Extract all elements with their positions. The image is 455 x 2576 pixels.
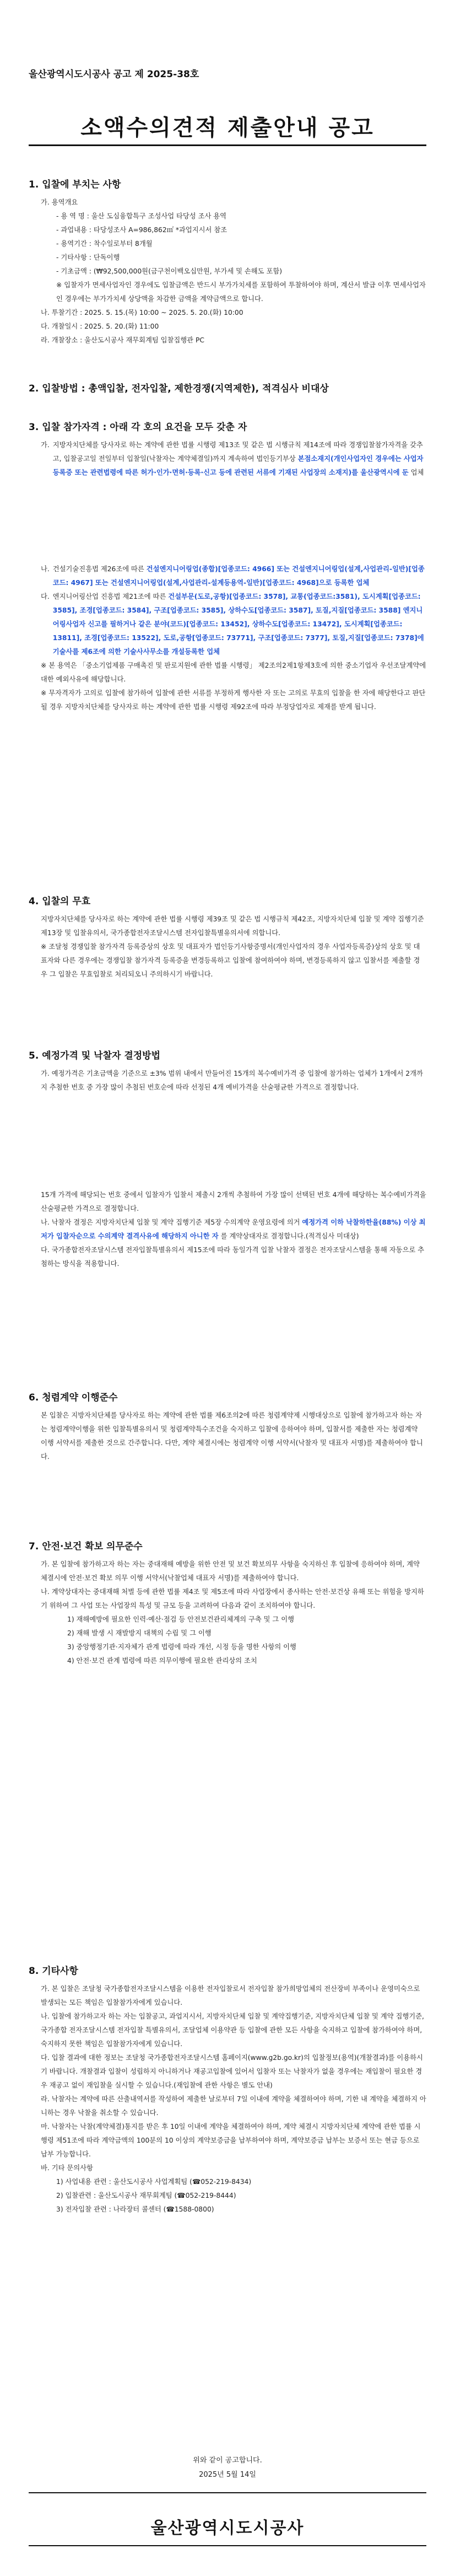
bottom-divider: [29, 2545, 426, 2546]
section-other: [29, 1963, 426, 2217]
service-row: - 기초금액 : (₩92,500,000원(금구천이백오십만원, 부가세 및 손해도 포함): [56, 267, 283, 275]
safety-list-item: 4) 안전·보건 관계 법령에 따른 의무이행에 필요한 관리상의 조치: [67, 1657, 257, 1665]
tie-break-rule: 다. 국가종합전자조달시스템 전자입찰특별유의서 제15조에 따라 동일가격 입찰 낙찰자 결정은 전자조달시스템을 통해 자동으로 추첨하는 방식을 적용합니다.: [41, 1246, 425, 1268]
closing-statement: 위와 같이 공고합니다.: [193, 2456, 262, 2465]
contact-row: 2) 입찰관련 : 울산도시공사 재무회계팀 (☎052-219-8444): [56, 2192, 236, 2199]
title-divider: [29, 144, 426, 146]
bid-period: 나. 투찰기간 : 2025. 5. 15.(목) 10:00 ~ 2025. 5. 20.(화) 10:00: [41, 309, 243, 316]
section-heading: 7. 안전·보건 확보 의무준수: [29, 1541, 143, 1552]
service-row: - 기타사항 : 단독이행: [56, 254, 120, 261]
safety-list-item: 1) 재해예방에 필요한 인력·예산·점검 등 안전보건관리체계의 구축 및 그 이행: [67, 1616, 294, 1623]
engineering-requirement: 건설부문(도로,공항)[업종코드: 3578], 교통(업종코드:3581), 도시계획[업종코드: 3585], 조경[업종코드: 3584], 구조[업종코드: 3585], 상하수도[업종코드: 3587], 토질,지질[업종코드: 3588] 엔지니어링사업자 신고를 필하거나 같은 분야(코드)[업종코드: 13452], 상하수도[업종코드: 13472], 도시계획[업종코드: 13811], 조경[업종코드: 13522], 도로,공항[업종코드: 73771], 구조[업종코드: 7377], 토질,지질[업종코드: 7378]에 기술사를 제6조에 의한 기술사사무소를 개설등록한 업체: [52, 593, 424, 656]
qualification-item: 가. 지방자치단체를 당사자로 하는 계약에 관한 법률 시행령 제13조 및 같은 법 시행규칙 제14조에 따라 경쟁입찰참가자격을 갖추고, 입찰공고일 전일부터 입찰일(낙찰자는 계약체결일)까지 계속하여 법인등기부상 본점소재지(개인사업자인 경우에는 사업자등록증 또는 관련법령에 따른 허가·인가·면허·등록·신고 등에 관련된 서류에 기재된 사업장의 소재지)를 울산광역시에 둔 업체: [41, 441, 424, 476]
section-heading: 1. 입찰에 부치는 사항: [29, 179, 121, 190]
section-bidding-method: [29, 380, 426, 400]
sme-note: ※ 본 용역은 「중소기업제품 구매촉진 및 판로지원에 관한 법률 시행령」 제2조의2제1항제3호에 의한 중소기업자 우선조달계약에 대한 예외사유에 해당합니다.: [41, 662, 426, 683]
other-item: 다. 입찰 결과에 대한 정보는 조달청 국가종합전자조달시스템 홈페이지(www.g2b.go.kr)의 입찰정보(용역)(개찰결과)를 이용하시기 바랍니다. 개찰결과 입찰이 성립하지 아니하거나 재공고입찰에 있어서 입찰자 또는 낙찰자가 없을 경우에는 재입찰이 필요한 경우 재공고 없이 재입찰을 실시할 수 있습니다.(재입찰에 관한 사항은 별도 안내): [41, 2054, 423, 2089]
service-row: - 용 역 명 : 울산 도심융합특구 조성사업 타당성 조사 용역: [56, 212, 227, 220]
other-item: 나. 입찰에 참가하고자 하는 자는 입찰공고, 과업지시서, 지방자치단체 입찰 및 계약집행기준, 지방자치단체 입찰 및 계약 집행기준, 국가종합 전자조달시스템 전자입찰 특별유의서, 조달업체 이용약관 등 입찰에 관한 모든 사항을 숙지하고 입찰에 참가하여야 하며, 숙지하지 못한 책임은 입찰참가자에게 있습니다.: [41, 2012, 424, 2048]
region-requirement: 본점소재지(개인사업자인 경우에는 사업자등록증 또는 관련법령에 따른 허가·인가·면허·등록·신고 등에 관련된 서류에 기재된 사업장의 소재지)를 울산광역시에 둔: [52, 455, 424, 476]
other-item: 가. 본 입찰은 조달청 국가종합전자조달시스템을 이용한 전자입찰로서 전자입찰 참가희망업체의 전산장비 부족이나 운영미숙으로 발생되는 모든 책임은 입찰참가자에게 있습니다.: [41, 1985, 420, 2006]
section-safety-health: [29, 1538, 426, 1668]
section-bidding-items: [29, 176, 426, 347]
safety-list-item: 3) 중앙행정기관·지자체가 관계 법령에 따라 개선, 시정 등을 명한 사항의 이행: [67, 1643, 296, 1651]
closing-block: [0, 2454, 455, 2482]
safety-obligation: 나. 계약상대자는 중대재해 처벌 등에 관한 법률 제4조 및 제5조에 따라 사업장에서 종사하는 안전·보건상 유해 또는 위험을 방지하기 위하여 그 사업 또는 사업장의 특성 및 규모 등을 고려하여 다음과 같이 조치하여야 합니다.: [41, 1588, 424, 1609]
qualification-item: 다. 엔지니어링산업 진흥법 제21조에 따른 건설부문(도로,공항)[업종코드: 3578], 교통(업종코드:3581), 도시계획[업종코드: 3585], 조경[업종코드: 3584], 구조[업종코드: 3585], 상하수도[업종코드: 3587], 토질,지질[업종코드: 3588] 엔지니어링사업자 신고를 필하거나 같은 분야(코드)[업종코드: 13452], 상하수도[업종코드: 13472], 도시계획[업종코드: 13811], 조경[업종코드: 13522], 도로,공항[업종코드: 73771], 구조[업종코드: 7377], 토질,지질[업종코드: 7378]에 기술사를 제6조에 의한 기술사사무소를 개설등록한 업체: [41, 593, 424, 656]
license-requirement: 건설엔지니어링업(종합)[업종코드: 4966] 또는 건설엔지니어링업(설계,사업관리-일반)[업종코드: 4967] 또는 건설엔지니어링업(설계,사업관리-설계등용역-일반)[업종코드: 4968]으로 등록한 업체: [52, 565, 425, 587]
unqualified-note: ※ 무자격자가 고의로 입찰에 참가하여 입찰에 관한 서류를 부정하게 행사한 자 또는 고의로 무효의 입찰을 한 자에 해당한다고 판단될 경우 지방자치단체를 당사자로 하는 계약에 관한 법률 시행령 제92조에 따라 부정당업자로 제재를 받게 됩니다.: [41, 689, 426, 711]
contact-row: 1) 사업내용 관련 : 울산도시공사 사업계획팀 (☎052-219-8434): [56, 2178, 252, 2186]
estimated-price-text: 가. 예정가격은 기초금액을 기준으로 ±3% 범위 내에서 만들어진 15개의 복수예비가격 중 입찰에 참가하는 업체가 1개에서 2개까지 추첨한 번호 중 가장 많이 추첨된 번호순에 따라 선정된 4개 예비가격을 산술평균한 가격으로 결정합니다.: [41, 1070, 423, 1091]
estimated-price-continued: 15개 가격에 해당되는 번호 중에서 입찰자가 입찰서 제출시 2개씩 추첨하여 가장 많이 선택된 번호 4개에 해당하는 복수예비가격을 산술평균한 가격으로 결정합니다.: [41, 1191, 426, 1212]
service-row: - 과업내용 : 타당성조사 A=986,862㎡ *과업지시서 참조: [56, 226, 228, 234]
section-heading: 6. 청렴계약 이행준수: [29, 1392, 118, 1403]
service-row: - 용역기간 : 착수일로부터 8개월: [56, 240, 153, 248]
section-heading: 2. 입찰방법 : 총액입찰, 전자입찰, 제한경쟁(지역제한), 적격심사 비대상: [29, 383, 329, 394]
other-item: 마. 낙찰자는 낙찰(계약체결)통지를 받은 후 10일 이내에 계약을 체결하여야 하며, 계약 체결시 지방자치단체 계약에 관한 법률 시행령 제51조에 따라 계약금액의 100분의 10 이상의 계약보증금을 납부하여야 하며, 계약보증금 납부는 보증서 또는 현금 등으로 납부 가능합니다.: [41, 2123, 421, 2158]
integrity-text: 본 입찰은 지방자치단체를 당사자로 하는 계약에 관한 법률 제6조의2에 따른 청렴계약제 시행대상으로 입찰에 참가하고자 하는 자는 청렴계약이행을 위한 입찰특별유의서 및 청렴계약특수조건을 숙지하고 입찰에 응하여야 하며, 입찰서를 제출한 자는 청렴계약 이행 서약서를 제출한 것으로 간주합니다. 다만, 계약 체결시에는 청렴계약 이행 서약서(낙찰자 및 대표자 서명)를 제출하여야 합니다.: [41, 1412, 423, 1461]
contact-row: 3) 전자입찰 관련 : 나라장터 콜센터 (☎1588-0800): [56, 2205, 214, 2213]
service-overview-label: 가. 용역개요: [41, 198, 78, 206]
notice-date: 2025년 5월 14일: [199, 2471, 256, 2479]
footer-divider: [29, 2492, 426, 2493]
invalid-bid-text: 지방자치단체를 당사자로 하는 계약에 관한 법률 시행령 제39조 및 같은 법 시행규칙 제42조, 지방자치단체 입찰 및 계약 집행기준 제13장 및 입찰유의서, 국가종합전자조달시스템 전자입찰특별유의서에 의합니다.: [41, 915, 424, 937]
section-invalid-bid: [29, 893, 426, 981]
contact-label: 바. 기타 문의사항: [41, 2164, 93, 2172]
section-heading: 8. 기타사항: [29, 1966, 78, 1977]
lower-limit-rule: 예정가격 이하 낙찰하한율(88%) 이상 최저가 입찰자순으로 수의계약 결격사유에 해당하지 아니한 자: [41, 1219, 426, 1240]
notice-number: 울산광역시도시공사 공고 제 2025-38호: [29, 69, 199, 80]
section-heading: 4. 입찰의 무효: [29, 896, 91, 907]
page-title: 소액수의견적 제출안내 공고: [80, 115, 375, 141]
winner-decision: 나. 낙찰자 결정은 지방자치단체 입찰 및 계약 집행기준 제5장 수의계약 운영요령에 의거 예정가격 이하 낙찰하한율(88%) 이상 최저가 입찰자순으로 수의계약 결격사유에 해당하지 아니한 자 를 계약상대자로 결정합니다.(적격심사 미대상): [41, 1219, 426, 1240]
safety-list-item: 2) 재해 발생 시 재발방지 대책의 수립 및 그 이행: [67, 1629, 212, 1637]
section-price-decision: [29, 1048, 426, 1271]
vat-note: ※ 입찰자가 면세사업자인 경우에도 입찰금액은 반드시 부가가치세를 포함하여 투찰하여야 하며, 계산서 발급 이후 면세사업자인 경우에는 부가가치세 상당액을 차감한 금액을 계약금액으로 합니다.: [56, 281, 426, 303]
opening-datetime: 다. 개찰일시 : 2025. 5. 20.(화) 11:00: [41, 323, 159, 330]
organization-name: 울산광역시도시공사: [150, 2519, 305, 2538]
section-heading: 5. 예정가격 및 낙찰자 결정방법: [29, 1050, 161, 1061]
other-item: 라. 낙찰자는 계약에 따른 산출내역서를 작성하여 제출한 날로부터 7일 이내에 계약을 체결하여야 하며, 기한 내 계약을 체결하지 아니하는 경우 낙찰을 취소할 수 있습니다.: [41, 2095, 426, 2117]
registration-note: ※ 조달청 경쟁입찰 참가자격 등록증상의 상호 및 대표자가 법인등기사항증명서(개인사업자의 경우 사업자등록증)상의 상호 및 대표자와 다른 경우에는 경쟁입찰 참가자격 등록증을 변경등록하고 입찰에 참여하여야 하며, 변경등록하지 않고 입찰서를 제출할 경우 그 입찰은 무효입찰로 처리되오니 주의하시기 바랍니다.: [41, 943, 420, 978]
section-qualification: [29, 419, 426, 714]
qualification-item: 나. 건설기술진흥법 제26조에 따른 건설엔지니어링업(종합)[업종코드: 4966] 또는 건설엔지니어링업(설계,사업관리-일반)[업종코드: 4967] 또는 건설엔지니어링업(설계,사업관리-설계등용역-일반)[업종코드: 4968]으로 등록한 업체: [41, 565, 425, 587]
section-integrity-contract: [29, 1389, 426, 1464]
safety-text: 가. 본 입찰에 참가하고자 하는 자는 중대재해 예방을 위한 안전 및 보건 확보의무 사항을 숙지하신 후 입찰에 응하여야 하며, 계약 체결시에 안전·보건 확보 의무 이행 서약서(낙찰업체 대표자 서명)를 제출하여야 합니다.: [41, 1560, 420, 1582]
opening-place: 라. 개찰장소 : 울산도시공사 재무회계팀 입찰집행관 PC: [41, 336, 204, 344]
section-heading: 3. 입찰 참가자격 : 아래 각 호의 요건을 모두 갖춘 자: [29, 422, 247, 433]
